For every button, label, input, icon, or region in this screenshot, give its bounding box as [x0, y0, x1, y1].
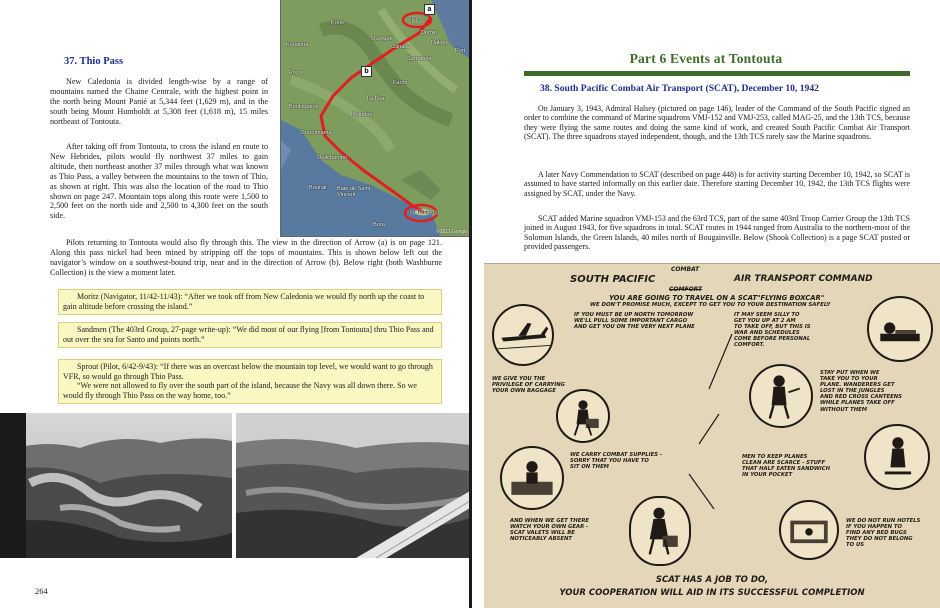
photo-wing-view [236, 413, 470, 558]
map-label-baie-de-saint-vincent: Baie de Saint Vincent [337, 186, 371, 198]
poster-text-8-line-5: TO US [846, 542, 865, 549]
poster-circle-hotel [779, 500, 839, 560]
poster-text-5-line-3: SIT ON THEM [570, 464, 609, 471]
poster-text-4-line-2: TAKE YOU TO YOUR [820, 376, 878, 383]
poster-text-3 [492, 376, 565, 394]
map-label-poya: Poya [289, 70, 302, 76]
quote-sprout-text: Sprout (Pilot, 6/42-9/43): “If there was an overcast below the mountain top level, we would want to go through VFR, so would go through Thio Pass. [63, 362, 433, 381]
map-label-kone: Koné [331, 20, 345, 26]
poster-text-7 [510, 518, 589, 542]
poster-text-8-line-4: THEY DO NOT BELONG [846, 536, 913, 543]
scat-paragraph-2 [524, 170, 910, 198]
poster-text-1-line-2: WE'LL PULL SOME IMPORTANT CARGO [574, 318, 688, 325]
poster-text-2-line-1: IT MAY SEEM SILLY TO [734, 312, 800, 318]
poster-text-7-line-1: AND WHEN WE GET THERE [510, 518, 590, 524]
map-label-moindou: Moindou [351, 112, 373, 118]
map-label-thio: Thio [410, 17, 421, 23]
poster-footer-line-2: YOUR COOPERATION WILL AID IN ITS SUCCESSFUL COMPLETION [559, 588, 865, 598]
poster-text-4-line-4: LOST IN THE JUNGLES [820, 388, 885, 395]
map-label-port: Port [455, 48, 466, 54]
map-copyright: ©2011 Google [436, 229, 468, 235]
poster-text-6-line-3: THAT HALF EATEN SANDWICH [742, 466, 831, 473]
poster-text-5-line-2: SORRY THAT YOU HAVE TO [570, 458, 649, 465]
paragraph-1 [50, 77, 268, 127]
poster-circle-supplies [500, 446, 564, 510]
section-title-scat: 38. South Pacific Combat Air Transport (SCAT), December 10, 1942 [540, 83, 819, 94]
poster-text-2-line-5: COME BEFORE PERSONAL [734, 336, 811, 343]
poster-title-south-pacific: SOUTH PACIFIC [570, 274, 656, 285]
poster-title-air-transport: AIR TRANSPORT COMMAND [734, 274, 873, 284]
paragraph-2-text: After taking off from Tontouta, to cross the island en route to New Hebrides, pilots would fly northwest 37 miles to gain altitude, then northeast another 37 miles through what was known as Thio Pass, a valley between the mountains to the town of Thio, as shown at right. This was also the location of the road to Thio shown on page 247. Mountain tops along this route were 1,500 to 2,500 feet on the north side and 2,500 to 4,300 feet on the south side. [50, 142, 268, 221]
right-page [472, 0, 940, 608]
part-title-rule [524, 71, 910, 76]
poster-footer-line-1: SCAT HAS A JOB TO DO, [655, 575, 769, 585]
poster-circle-sleeping-man [867, 296, 933, 362]
poster-text-4 [820, 370, 902, 413]
poster-text-6 [742, 454, 830, 478]
map-label-sarramea: Sarraméa [407, 56, 432, 62]
poster-text-8 [846, 518, 920, 548]
poster-text-8-line-1: WE DO NOT RUN HOTELS [846, 518, 921, 524]
photo-mined-mountains [0, 413, 232, 558]
poster-text-4-line-5: AND RED CROSS CANTEENS [820, 394, 902, 401]
poster-text-2-line-4: WAR AND SCHEDULES [734, 330, 800, 337]
poster-text-1-line-1: IF YOU MUST BE UP NORTH TOMORROW [574, 312, 694, 318]
scat-paragraph-1 [524, 104, 910, 141]
poster-circle-gear [629, 496, 691, 566]
map-label-ouitchambo: Ouitchambo [317, 155, 348, 161]
map-label-boulouparis: Boulouparis [289, 104, 319, 110]
map-label-ouroupe: Ouroupé [371, 36, 393, 42]
poster-text-6-line-1: MEN TO KEEP PLANES [742, 454, 808, 460]
poster-circle-sandwich [864, 424, 930, 490]
poster-text-7-line-3: SCAT VALETS WILL BE [510, 530, 575, 537]
scat-poster [484, 263, 940, 608]
poster-text-1-line-3: AND GET YOU ON THE VERY NEXT PLANE [574, 324, 695, 331]
poster-circle-wanderer [749, 364, 813, 428]
thio-pass-map [280, 0, 470, 237]
paragraph-2 [50, 142, 268, 221]
quote-sprout-continuation: “We were not allowed to fly over the south part of the island, because the Navy was all down there. So we would fly through Thio Pass on the way home, too.” [63, 381, 417, 400]
scat-paragraph-3 [524, 214, 910, 251]
poster-text-3-line-1: WE GIVE YOU THE [492, 376, 546, 382]
poster-text-7-line-4: NOTICEABLY ABSENT [510, 536, 573, 543]
paragraph-3 [50, 238, 442, 278]
poster-intro-line-1: YOU ARE GOING TO TRAVEL ON A SCAT"FLYING BOXCAR" [609, 294, 825, 302]
map-marker-b: b [361, 66, 372, 77]
poster-text-4-line-6: WHILE PLANES TAKE OFF [820, 400, 895, 407]
quote-sprout [58, 359, 442, 404]
poster-text-5-line-1: WE CARRY COMBAT SUPPLIES - [570, 452, 663, 458]
section-title-thio-pass: 37. Thio Pass [64, 56, 124, 67]
quote-sandmen-text: Sandmen (The 403rd Group, 27-page write-up): “We did most of our flying [from Tontouta] thru Thio Pass and out over the sea for Santo and points north.” [63, 325, 434, 344]
quote-sandmen [58, 322, 442, 348]
map-label-bora: Bora [373, 222, 385, 228]
map-label-la-foa: La Foa [367, 96, 385, 102]
map-label-farino: Farino [393, 80, 409, 86]
poster-text-6-line-2: CLEAN ARE SCARCE - STUFF [742, 460, 826, 467]
poster-text-8-line-3: FIND ANY BED BUGS [846, 530, 907, 537]
paragraph-1-text: New Caledonia is divided length-wise by a range of mountains named the Chaine Centrale, with the highest point in the north being Mount Panié at 5,344 feet (1,629 m), and in the south being Mount Humboldt at 5,308 feet (1,618 m), 15 miles northeast of Tontouta. [50, 77, 268, 126]
scat-paragraph-1-text: On January 3, 1943, Admiral Halsey (pictured on page 146), leader of the Command of the South Pacific signed an order to combine the command of Marine squadrons VMJ-152 and VMJ-253, called MAG-25, and the 13th TCS, because they were flying the same routes and doing the same kind of work, and created South Pacific Combat Air Transport (SCAT). The three squadrons stayed independent, though, and the 13th TCS rarely saw the Marine squadrons. [524, 104, 910, 141]
poster-text-4-line-1: STAY PUT WHEN WE [820, 370, 880, 376]
poster-text-1 [574, 312, 695, 330]
poster-text-2-line-2: GET YOU UP AT 2 AM [734, 318, 796, 325]
poster-text-2 [734, 312, 811, 349]
poster-text-4-line-7: WITHOUT THEM [820, 406, 868, 413]
poster-text-2-line-6: COMFORT. [734, 342, 765, 349]
poster-text-6-line-4: IN YOUR POCKET [742, 472, 793, 479]
scat-paragraph-2-text: A later Navy Commendation to SCAT (described on page 448) is for activity starting December 10, 1942, so SCAT is assumed to have started informally on this earlier date. Therefore starting December 10, 1942, the 13th TCS flights were assigned by SCAT, under the Navy. [524, 170, 910, 198]
poster-text-5 [570, 452, 662, 470]
poster-text-7-line-2: WATCH YOUR OWN GEAR - [510, 524, 589, 531]
map-label-bourail: Bourail [309, 185, 327, 191]
poster-text-3-line-3: YOUR OWN BAGGAGE [492, 388, 556, 395]
map-label-kouaoua: Kouaoua [286, 42, 309, 48]
poster-circle-airplane [492, 304, 554, 366]
scat-paragraph-3-text: SCAT added Marine squadron VMJ-153 and the 63rd TCS, part of the same 403rd Troop Carrier Group the 13th TCS joined in August 1943, for five squadrons in total. SCAT routes in 1944 ranged from Australia to the northern-most of the Solomon Islands, the Green Islands, 40 miles north of Bougainville. Below (Shook Collection) is a page SCAT posted or provided passengers. [524, 214, 910, 251]
map-label-dothio: Dothio [421, 30, 438, 36]
quote-moritz-text: Moritz (Navigator, 11/42-11/43): “After we took off from New Caledonia we would fly north up the coast to gain altitude before crossing the island.” [63, 292, 425, 311]
part-title: Part 6 Events at Tontouta [629, 51, 783, 66]
map-label-la-tontouta: La Tontouta [409, 210, 439, 216]
poster-text-2-line-3: TO TAKE OFF, BUT THIS IS [734, 324, 811, 331]
poster-title-combat: COMBAT [671, 266, 700, 273]
map-label-nakety: Nakéty [431, 40, 449, 46]
poster-title-comfort: COMFORT [669, 286, 703, 293]
poster-text-4-line-3: PLANE. WANDERERS GET [820, 382, 895, 389]
poster-circle-baggage [556, 389, 610, 443]
poster-text-8-line-2: IF YOU HAPPEN TO [846, 524, 903, 531]
map-marker-a: a [424, 4, 435, 15]
poster-intro-line-2: WE DON'T PROMISE MUCH, EXCEPT TO GET YOU TO YOUR DESTINATION SAFELY [590, 302, 831, 308]
quote-moritz [58, 289, 442, 315]
poster-text-3-line-2: PRIVILEGE OF CARRYING [492, 382, 566, 389]
paragraph-3-text: Pilots returning to Tontouta would also fly through this. The view in the direction of Arrow (a) is on page 121. Along this pass nickel had been mined by stripping off the tops of mountains. This is shown below left out the navigator’s window on a southwest-bound trip, near and in the direction of Arrow (b). Below right (both Washburne Collection) is the view a moment later. [50, 238, 442, 277]
map-label-canala: Canala [391, 44, 409, 50]
page-number-left: 264 [35, 586, 48, 596]
map-label-coutumama: Coutumama [301, 130, 332, 136]
